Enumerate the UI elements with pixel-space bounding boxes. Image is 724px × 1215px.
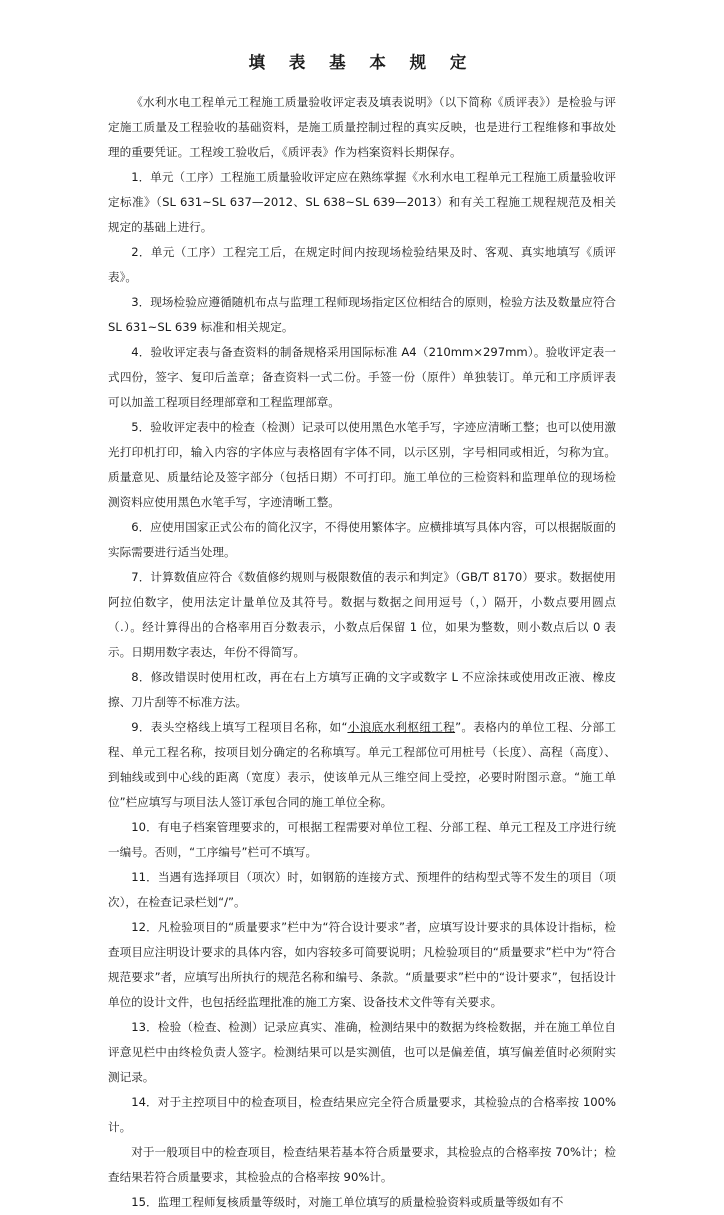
rule-6: 6．应使用国家正式公布的简化汉字，不得使用繁体字。应横排填写具体内容，可以根据版面的实际需要进行适当处理。 (108, 520, 616, 559)
page-title: 填 表 基 本 规 定 (248, 53, 476, 72)
rule-8: 8．修改错误时使用杠改，再在右上方填写正确的文字或数字 L 不应涂抹或使用改正液、橡皮擦、刀片刮等不标准方法。 (108, 670, 616, 709)
project-name-example: 小浪底水利枢纽工程 (347, 720, 456, 734)
rule-12: 12．凡检验项目的“质量要求”栏中为“符合设计要求”者，应填写设计要求的具体设计指标，检查项目应注明设计要求的具体内容，如内容较多可简要说明；凡检验项目的“质量要求”栏中为“符合规范要求”者，应填写出所执行的规范名称和编号、条款。“质量要求”栏中的“设计要求”，包括设计单位的设计文件，也包括经监理批准的施工方案、设备技术文件等有关要求。 (108, 920, 616, 1009)
rule-14-general-items: 对于一般项目中的检查项目，检查结果若基本符合质量要求，其检验点的合格率按 70%计；检查结果若符合质量要求，其检验点的合格率按 90%计。 (108, 1145, 616, 1184)
rule-13: 13．检验（检查、检测）记录应真实、准确，检测结果中的数据为终检数据，并在施工单位自评意见栏中由终检负责人签字。检测结果可以是实测值，也可以是偏差值，填写偏差值时必须附实测记录。 (108, 1020, 616, 1084)
rule-14: 14．对于主控项目中的检查项目，检查结果应完全符合质量要求，其检验点的合格率按 100%计。 (108, 1095, 616, 1134)
intro-paragraph: 《水利水电工程单元工程施工质量验收评定表及填表说明》（以下简称《质评表》）是检验与评定施工质量及工程验收的基础资料，是施工质量控制过程的真实反映，也是进行工程维修和事故处理的重要凭证。工程竣工验收后，《质评表》作为档案资料长期保存。 (108, 95, 616, 159)
rule-3: 3．现场检验应遵循随机布点与监理工程师现场指定区位相结合的原则，检验方法及数量应符合 SL 631~SL 639 标准和相关规定。 (108, 295, 616, 334)
rule-10: 10．有电子档案管理要求的，可根据工程需要对单位工程、分部工程、单元工程及工序进行统一编号。否则，“工序编号”栏可不填写。 (108, 820, 616, 859)
rule-1: 1．单元（工序）工程施工质量验收评定应在熟练掌握《水利水电工程单元工程施工质量验收评定标准》（SL 631~SL 637—2012、SL 638~SL 639—2013）和有关工程施工规程规范及相关规定的基础上进行。 (108, 170, 616, 234)
rule-9 (108, 715, 616, 815)
rule-5: 5．验收评定表中的检查（检测）记录可以使用黑色水笔手写，字迹应清晰工整；也可以使用激光打印机打印，输入内容的字体应与表格固有字体不同，以示区别，字号相同或相近，匀称为宜。质量意见、质量结论及签字部分（包括日期）不可打印。施工单位的三检资料和监理单位的现场检测资料应使用黑色水笔手写，字迹清晰工整。 (108, 420, 616, 509)
rule-2: 2．单元（工序）工程完工后，在规定时间内按现场检验结果及时、客观、真实地填写《质评表》。 (108, 245, 616, 284)
rule-9-text-before: 9．表头空格线上填写工程项目名称，如“ (131, 720, 348, 734)
rule-4: 4．验收评定表与备查资料的制备规格采用国际标准 A4（210mm×297mm）。验收评定表一式四份，签字、复印后盖章；备查资料一式二份。手签一份（原件）单独装订。单元和工序质评表可以加盖工程项目经理部章和工程监理部章。 (108, 345, 616, 409)
rule-11: 11．当遇有选择项目（项次）时，如钢筋的连接方式、预埋件的结构型式等不发生的项目（项次），在检查记录栏划“/”。 (108, 870, 616, 909)
rule-15: 15．监理工程师复核质量等级时，对施工单位填写的质量检验资料或质量等级如有不 (131, 1195, 564, 1209)
rule-7: 7．计算数值应符合《数值修约规则与极限数值的表示和判定》（GB/T 8170）要求。数据使用阿拉伯数字，使用法定计量单位及其符号。数据与数据之间用逗号（，）隔开，小数点要用圆点（.）。经计算得出的合格率用百分数表示，小数点后保留 1 位，如果为整数，则小数点后以 0 表示。日期用数字表达，年份不得简写。 (108, 570, 616, 659)
rule-9-text-after: ”。表格内的单位工程、分部工程、单元工程名称，按项目划分确定的名称填写。单元工程部位可用桩号（长度）、高程（高度）、到轴线或到中心线的距离（宽度）表示，使该单元从三维空间上受控，必要时附图示意。“施工单位”栏应填写与项目法人签订承包合同的施工单位全称。 (108, 720, 616, 809)
